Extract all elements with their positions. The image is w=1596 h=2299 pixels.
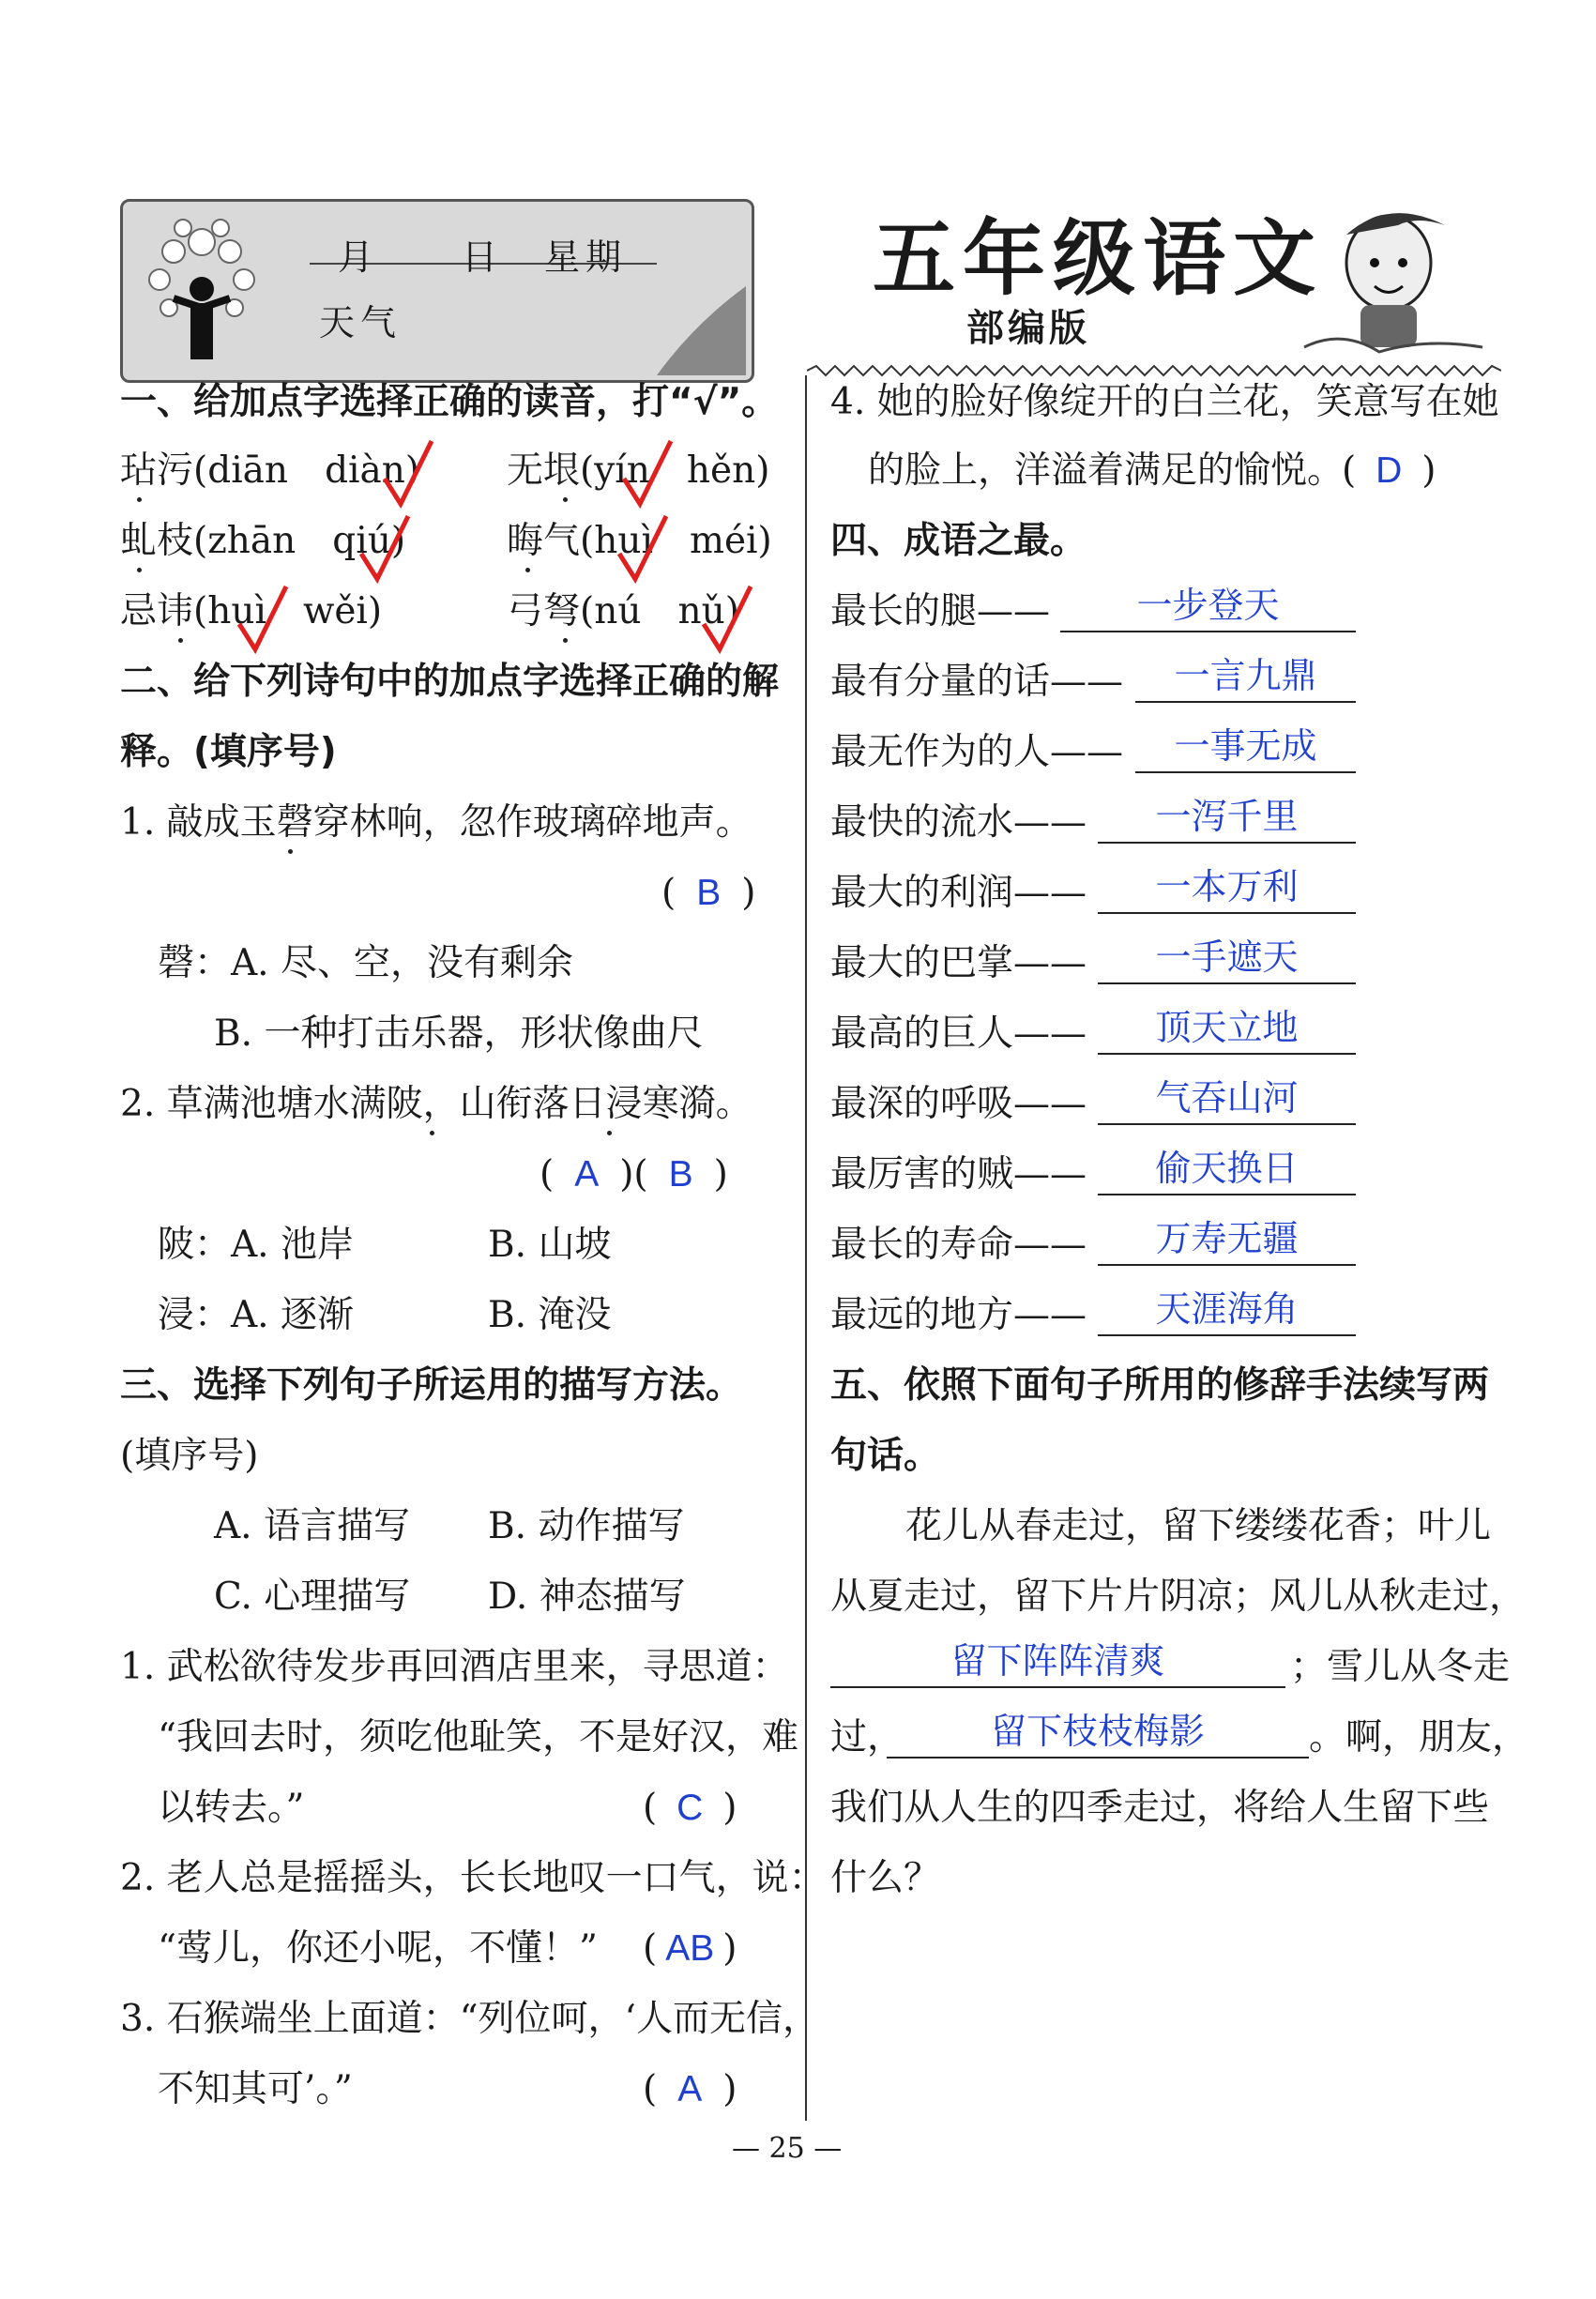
section3-title-line1: 三、选择下列句子所运用的描写方法。 xyxy=(120,1364,743,1407)
edition-label: 部编版 xyxy=(966,307,1090,350)
section2-title-line1: 二、给下列诗句中的加点字选择正确的解 xyxy=(120,661,780,703)
idiom-question: 最大的利润—— xyxy=(830,872,1087,914)
poem-line-1: 1. 敲成玉磬穿林响，忽作玻璃碎地声。 xyxy=(120,801,752,844)
idiom-answer: 气吞山河 xyxy=(1098,1074,1356,1125)
item-word: 无垠(yín hěn) xyxy=(507,449,770,492)
idiom-question: 最快的流水—— xyxy=(830,801,1087,844)
q2-option-2b: B. 淹没 xyxy=(488,1294,612,1336)
emphasis-dot xyxy=(137,497,142,502)
q2-option-1a: 陂：A. 池岸 xyxy=(158,1224,354,1266)
answer-paren: ( A ) xyxy=(643,2068,737,2110)
item-word: 忌讳(huì wěi) xyxy=(120,590,383,632)
idiom-answer: 一本万利 xyxy=(1098,863,1356,914)
idiom-question: 最远的地方—— xyxy=(830,1294,1087,1336)
idiom-answer: 天涯海角 xyxy=(1098,1286,1356,1336)
tree-person-icon xyxy=(127,205,277,373)
option-a: A. 语言描写 xyxy=(214,1505,410,1547)
weather-label: 天气 xyxy=(319,302,403,343)
passage-line-4b: 。啊，朋友， xyxy=(1309,1716,1529,1759)
s3-q3-line1: 3. 石猴端坐上面道：“列位呵，‘人而无信， xyxy=(120,1998,819,2040)
idiom-answer: 万寿无疆 xyxy=(1098,1215,1356,1266)
item-word: 虬枝(zhān qiú) xyxy=(120,520,406,562)
s3-q1-line1: 1. 武松欲待发步再回酒店里来，寻思道： xyxy=(120,1646,789,1688)
passage-line-3: ；雪儿从冬走 xyxy=(1290,1646,1511,1688)
passage-line-5: 我们从人生的四季走过，将给人生留下些 xyxy=(830,1787,1490,1829)
emphasis-dot xyxy=(607,1131,612,1135)
date-line: 月 日 星期 xyxy=(338,236,628,278)
poem-line-2: 2. 草满池塘水满陂，山衔落日浸寒漪。 xyxy=(120,1083,752,1125)
passage-line-2: 从夏走过，留下片片阴凉；风儿从秋走过， xyxy=(830,1576,1527,1618)
s3-q1-line3: 以转去。” xyxy=(158,1787,305,1829)
emphasis-dot xyxy=(178,638,183,643)
q2-option-2a: 浸：A. 逐渐 xyxy=(158,1294,354,1336)
check-mark-icon xyxy=(235,582,291,657)
emphasis-dot xyxy=(563,638,568,643)
section2-title-line2: 释。(填序号) xyxy=(120,731,337,773)
idiom-question: 最长的腿—— xyxy=(830,590,1051,632)
s3-q2-line1: 2. 老人总是摇摇头，长长地叹一口气，说： xyxy=(120,1857,826,1899)
section3-title-line2: (填序号) xyxy=(120,1435,259,1477)
s3-q2-line2: “莺儿，你还小呢，不懂！” xyxy=(158,1927,598,1970)
idiom-question: 最大的巴掌—— xyxy=(830,942,1087,984)
idiom-question: 最厉害的贼—— xyxy=(830,1153,1087,1195)
s3-q4-line1: 4. 她的脸好像绽开的白兰花，笑意写在她 xyxy=(830,381,1499,423)
idiom-question: 最深的呼吸—— xyxy=(830,1083,1087,1125)
check-mark-icon xyxy=(380,436,436,511)
emphasis-dot xyxy=(525,568,530,572)
q1-option-a: 磬：A. 尽、空，没有剩余 xyxy=(158,942,573,984)
idiom-answer: 一事无成 xyxy=(1135,723,1356,773)
idiom-answer: 顶天立地 xyxy=(1098,1004,1356,1055)
page-title: 五年级语文 xyxy=(873,209,1324,307)
answer-paren: ( A )( B ) xyxy=(540,1153,728,1195)
emphasis-dot xyxy=(137,568,142,572)
option-c: C. 心理描写 xyxy=(214,1576,411,1618)
idiom-answer: 一言九鼎 xyxy=(1135,652,1356,703)
idiom-answer: 偷天换日 xyxy=(1098,1145,1356,1195)
emphasis-dot xyxy=(430,1131,434,1135)
idiom-question: 最长的寿命—— xyxy=(830,1224,1087,1266)
passage-line-1: 花儿从春走过，留下缕缕花香；叶儿 xyxy=(905,1505,1492,1547)
passage-line-6: 什么？ xyxy=(830,1857,941,1899)
child-mascot-icon xyxy=(1285,197,1501,366)
idiom-answer: 一泻千里 xyxy=(1098,793,1356,844)
option-d: D. 神态描写 xyxy=(488,1576,686,1618)
check-mark-icon xyxy=(615,511,671,586)
idiom-answer: 一手遮天 xyxy=(1098,934,1356,984)
rhetoric-answer-1: 留下阵阵清爽 xyxy=(830,1637,1285,1688)
item-word: 玷污(diān diàn) xyxy=(120,449,420,492)
check-mark-icon xyxy=(619,436,676,511)
check-mark-icon xyxy=(357,511,413,586)
answer-paren: ( C ) xyxy=(643,1787,737,1829)
option-b: B. 动作描写 xyxy=(488,1505,685,1547)
page-curl-icon xyxy=(657,286,751,380)
section5-title-line2: 句话。 xyxy=(830,1435,941,1477)
answer-paren: ( AB ) xyxy=(643,1927,737,1970)
q2-option-1b: B. 山坡 xyxy=(488,1224,612,1266)
section5-title-line1: 五、依照下面句子所用的修辞手法续写两 xyxy=(830,1364,1490,1407)
idiom-answer: 一步登天 xyxy=(1060,582,1356,632)
idiom-question: 最无作为的人—— xyxy=(830,731,1124,773)
section1-title: 一、给加点字选择正确的读音，打“√”。 xyxy=(120,381,779,423)
emphasis-dot xyxy=(563,497,568,502)
idiom-question: 最有分量的话—— xyxy=(830,661,1124,703)
item-word: 晦气(huì méi) xyxy=(507,520,772,562)
rhetoric-answer-2: 留下枝枝梅影 xyxy=(887,1708,1309,1759)
answer-paren: ( B ) xyxy=(661,872,756,914)
section4-title: 四、成语之最。 xyxy=(830,520,1087,562)
passage-line-4a: 过， xyxy=(830,1716,904,1759)
emphasis-dot xyxy=(288,849,293,854)
page-number: — 25 — xyxy=(732,2132,843,2165)
idiom-question: 最高的巨人—— xyxy=(830,1012,1087,1055)
s3-q1-line2: “我回去时，须吃他耻笑，不是好汉，难 xyxy=(158,1716,798,1759)
s3-q4-line2: 的脸上，洋溢着满足的愉悦。 xyxy=(868,449,1345,492)
answer-paren: ( D ) xyxy=(1342,449,1436,492)
q1-option-b: B. 一种打击乐器，形状像曲尺 xyxy=(214,1012,704,1055)
item-word: 弓弩(nú nǔ) xyxy=(507,590,739,632)
s3-q3-line2: 不知其可’。” xyxy=(158,2068,353,2110)
header-divider xyxy=(807,364,1501,377)
check-mark-icon xyxy=(699,582,755,657)
